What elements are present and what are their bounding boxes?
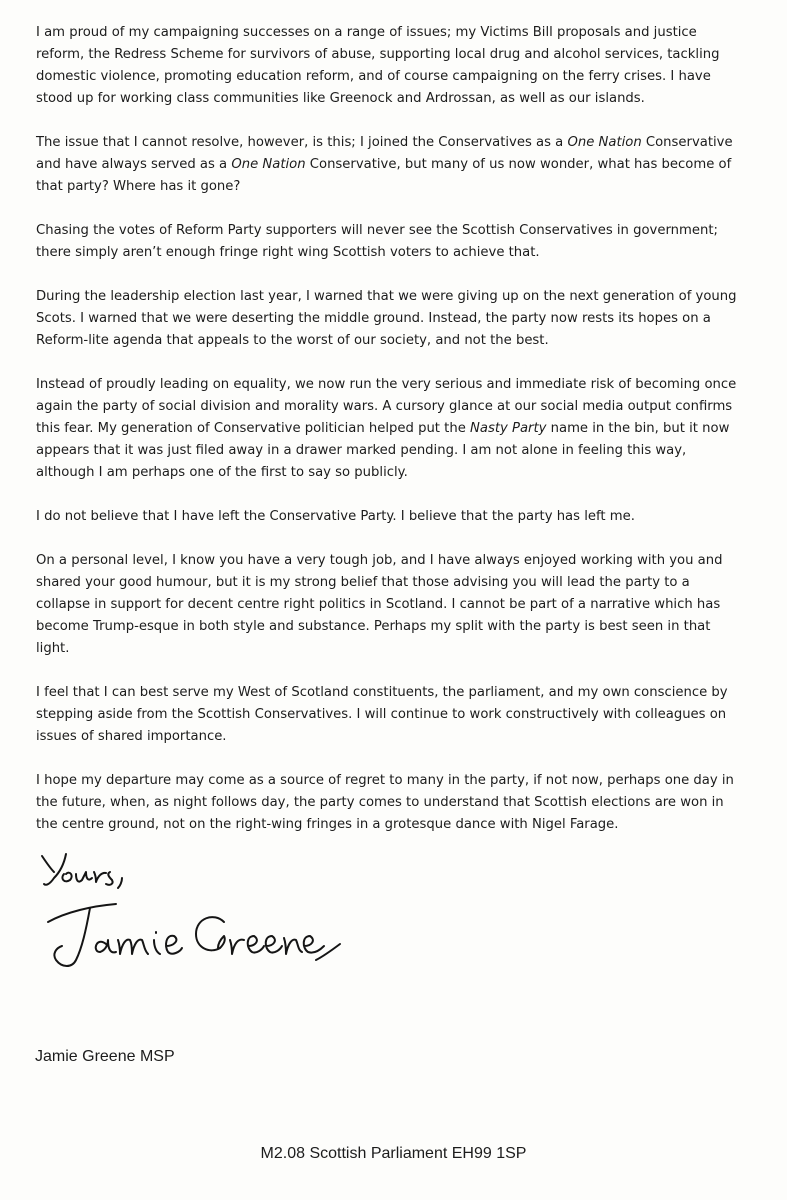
text-run: Conservative and have always served as a bbox=[36, 135, 733, 172]
signatory-name: Jamie Greene MSP bbox=[35, 1048, 175, 1065]
text-run: Conservative, but many of us now wonder, what has become of that party? Where has it gone? bbox=[36, 157, 732, 194]
text-run: I am proud of my campaigning successes on a range of issues; my Victims Bill proposals and justice reform, the Redress Scheme for survivors of abuse, supporting local drug and alcohol services, tackling domestic violence, promoting education reform, and of course campaigning on the ferry crises. I have stood up for working class communities like Greenock and Ardrossan, as well as our islands. bbox=[36, 25, 720, 106]
letter-paragraph bbox=[36, 132, 742, 198]
text-run: During the leadership election last year, I warned that we were giving up on the next generation of young Scots. I warned that we were deserting the middle ground. Instead, the party now rests its hopes on a Reform-lite agenda that appeals to the worst of our society, and not the best. bbox=[36, 289, 737, 348]
italic-text-run: One Nation bbox=[567, 135, 642, 150]
letter-body bbox=[36, 22, 742, 836]
italic-text-run: One Nation bbox=[231, 157, 306, 172]
text-run: I feel that I can best serve my West of Scotland constituents, the parliament, and my own conscience by stepping aside from the Scottish Conservatives. I will continue to work constructively with colleagues on issues of shared importance. bbox=[36, 685, 728, 744]
letter-paragraph bbox=[36, 374, 742, 484]
text-run: Instead of proudly leading on equality, we now run the very serious and immediate risk of becoming once again the party of social division and morality wars. A cursory glance at our social media output confirms this fear. My generation of Conservative politician helped put the bbox=[36, 377, 737, 436]
letter-paragraph bbox=[36, 286, 742, 352]
handwritten-signature bbox=[34, 842, 344, 992]
text-run: I do not believe that I have left the Conservative Party. I believe that the party has left me. bbox=[36, 509, 635, 524]
letter-paragraph bbox=[36, 550, 742, 660]
footer-address: M2.08 Scottish Parliament EH99 1SP bbox=[260, 1145, 527, 1162]
text-run: I hope my departure may come as a source of regret to many in the party, if not now, perhaps one day in the future, when, as night follows day, the party comes to understand that Scottish elections are won in the centre ground, not on the right-wing fringes in a grotesque dance with Nigel Farage. bbox=[36, 773, 734, 832]
letter-paragraph bbox=[36, 220, 742, 264]
letter-paragraph bbox=[36, 22, 742, 110]
italic-text-run: Nasty Party bbox=[470, 421, 547, 436]
letter-paragraph bbox=[36, 506, 742, 528]
text-run: name in the bin, but it now appears that it was just filed away in a drawer marked pending. I am not alone in feeling this way, although I am perhaps one of the first to say so publicly. bbox=[36, 421, 730, 480]
letter-paragraph bbox=[36, 682, 742, 748]
text-run: Chasing the votes of Reform Party supporters will never see the Scottish Conservatives in government; there simply aren’t enough fringe right wing Scottish voters to achieve that. bbox=[36, 223, 718, 260]
letter-paragraph bbox=[36, 770, 742, 836]
handwritten-signoff bbox=[34, 842, 344, 992]
text-run: On a personal level, I know you have a very tough job, and I have always enjoyed working with you and shared your good humour, but it is my strong belief that those advising you will lead the party to a collapse in support for decent centre right politics in Scotland. I cannot be part of a narrative which has become Trump-esque in both style and substance. Perhaps my split with the party is best seen in that light. bbox=[36, 553, 723, 656]
text-run: The issue that I cannot resolve, however, is this; I joined the Conservatives as a bbox=[36, 135, 568, 150]
